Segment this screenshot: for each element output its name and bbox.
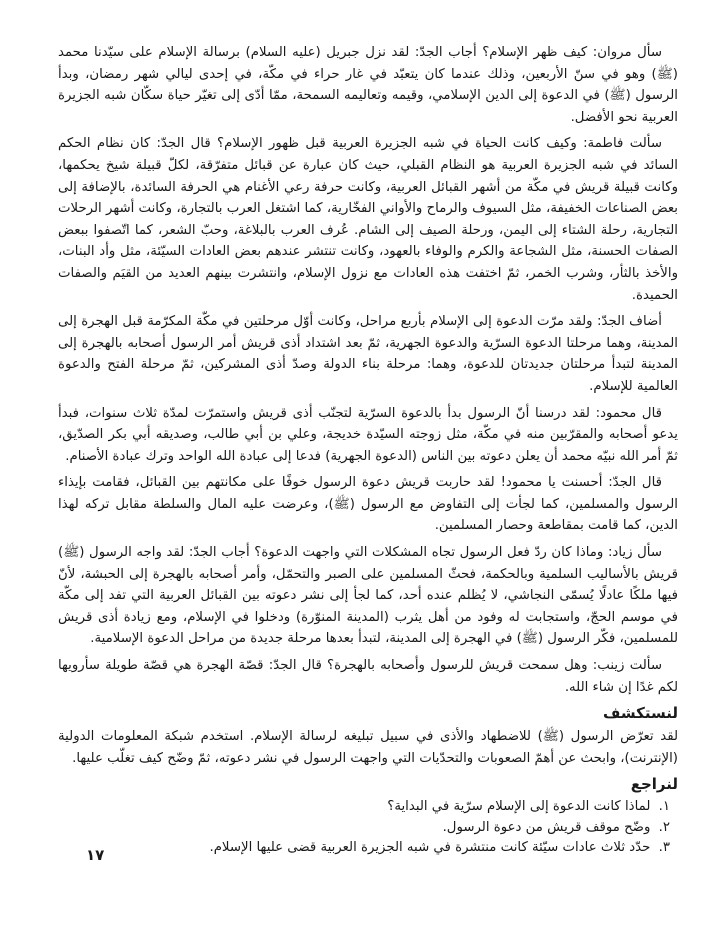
paragraph-grandfather-reply: قال الجدّ: أحسنت يا محمود! لقد حاربت قريش دعوة الرسول خوفًا على مكانتهم بين القبائل، فقامت بإيذاء الرسول والمسلمين، كما لجأت إلى التفاوض مع الرسول (ﷺ)، وعرضت عليه المال والسلطة مقابل تركه لهذا الدين، كما قامت بمقاطعة وحصار المسلمين.	[58, 475, 678, 534]
paragraph-fatima: سألت فاطمة: وكيف كانت الحياة في شبه الجزيرة العربية قبل ظهور الإسلام؟ قال الجدّ: كان نظام الحكم السائد في شبه الجزيرة العربية هو النظام القبلي، حيث كان عبارة عن قبائل متفرّقة، لكلّ قبيلة شيخ يحكمها، وكانت قبيلة قريش في مكّة من أشهر القبائل العربية، وكانت حرفة رعي الأغنام هي الحرفة السائدة، بالإضافة إلى بعض الصناعات الخفيفة، مثل السيوف والرماح والأواني الفخّارية، كما اشتغل العرب بالتجارة، وكانت أشهر الرحلات التجارية، رحلة الشتاء إلى اليمن، ورحلة الصيف إلى الشام. عُرف العرب بالبلاغة، وحبّ الشعر، كما اتّصفوا ببعض الصفات الحسنة، مثل الشجاعة والكرم والوفاء بالعهود، وكانت تنتشر عندهم بعض العادات السيّئة، مثل وأد البنات، والأخذ بالثأر، وشرب الخمر، ثمّ اختفت هذه العادات مع نزول الإسلام، وانتشرت بينهم العديد من القيَم والصفات الحميدة.	[58, 136, 678, 303]
list-item	[58, 797, 670, 818]
list-item	[58, 838, 670, 859]
item-number: ٢.	[658, 819, 670, 835]
paragraph-ziad: سأل زياد: وماذا كان ردّ فعل الرسول تجاه المشكلات التي واجهت الدعوة؟ أجاب الجدّ: لقد واجه الرسول (ﷺ) قريش بالأساليب السلمية وبالحكمة، فحثّ المسلمين على الصبر والتحمّل، وأمر أصحابه بالهجرة إلى الحبشة، لأنّ فيها ملكًا عادلًا يُسمّى النجاشي، لا يُظلم عنده أحد، كما لجأ إلى نشر دعوته بين القبائل العربية التي تفد إلى مكّة في موسم الحجّ، واستجابت له وفود من أهل يثرب (المدينة المنوّرة) ودخلوا في الإسلام، ومع زيادة أذى قريش للمسلمين، فكّر الرسول (ﷺ) في الهجرة إلى المدينة، لتبدأ بعدها مرحلة جديدة من مراحل الدعوة الإسلامية.	[58, 545, 678, 647]
item-number: ١.	[658, 799, 670, 815]
page-number: ١٧	[86, 846, 105, 864]
paragraph-zainab: سألت زينب: وهل سمحت قريش للرسول وأصحابه بالهجرة؟ قال الجدّ: قصّة الهجرة هي قصّة طويلة سأرويها لكم غدًا إن شاء الله.	[58, 658, 678, 695]
review-list	[58, 797, 678, 859]
item-text: لماذا كانت الدعوة إلى الإسلام سرّية في البداية؟	[387, 799, 651, 815]
page-body	[58, 42, 678, 859]
item-text: وضّح موقف قريش من دعوة الرسول.	[442, 819, 651, 835]
explore-title: لنستكشف	[603, 704, 678, 723]
explore-text: لقد تعرّض الرسول (ﷺ) للاضطهاد والأذى في سبيل تبليغه لرسالة الإسلام. استخدم شبكة المعلومات الدولية (الإنترنت)، وابحث عن أهمّ الصعوبات والتحدّيات التي واجهت الرسول في نشر دعوته، ثمّ وضّح كيف تغلّب عليها.	[58, 729, 678, 766]
item-number: ٣.	[658, 840, 670, 856]
paragraph-marwan: سأل مروان: كيف ظهر الإسلام؟ أجاب الجدّ: لقد نزل جبريل (عليه السلام) برسالة الإسلام على سيّدنا محمد (ﷺ) وهو في سنّ الأربعين، وذلك عندما كان يتعبّد في غار حراء في مكّة، في إحدى ليالي شهر رمضان، وبدأ الرسول (ﷺ) في الدعوة إلى الدين الإسلامي، وقيمه وتعاليمه السمحة، ممّا أدّى إلى تغيّر حياة سكّان شبه الجزيرة العربية نحو الأفضل.	[58, 45, 678, 125]
paragraph-mahmoud: قال محمود: لقد درسنا أنّ الرسول بدأ بالدعوة السرّية لتجنّب أذى قريش واستمرّت لمدّة ثلاث سنوات، فبدأ يدعو أصحابه والمقرّبين منه في مكّة، مثل زوجته السيّدة خديجة، وعلي بن أبي طالب، وصديقه أبي بكر الصدّيق، ثمّ أمر الله نبيّه محمد أن يعلن دعوته بين الناس (الدعوة الجهرية) فدعا إلى عبادة الله الواحد وترك عبادة الأصنام.	[58, 405, 678, 464]
item-text: حدّد ثلاث عادات سيّئة كانت منتشرة في شبه الجزيرة العربية قضى عليها الإسلام.	[209, 840, 651, 856]
review-title: لنراجع	[630, 775, 678, 794]
paragraph-stages: أضاف الجدّ: ولقد مرّت الدعوة إلى الإسلام بأربع مراحل، وكانت أوّل مرحلتين في مكّة المكرّمة قبل الهجرة إلى المدينة، وهما مرحلتا الدعوة السرّية والدعوة الجهرية، ثمّ بعد اشتداد أذى قريش أمر الرسول أصحابه بالهجرة إلى المدينة لتبدأ مرحلتان جديدتان للدعوة، وهما: مرحلة بناء الدولة وصدّ أذى المشركين، ثمّ مرحلة الفتح والدعوة العالمية للإسلام.	[58, 314, 678, 394]
list-item	[58, 818, 670, 839]
